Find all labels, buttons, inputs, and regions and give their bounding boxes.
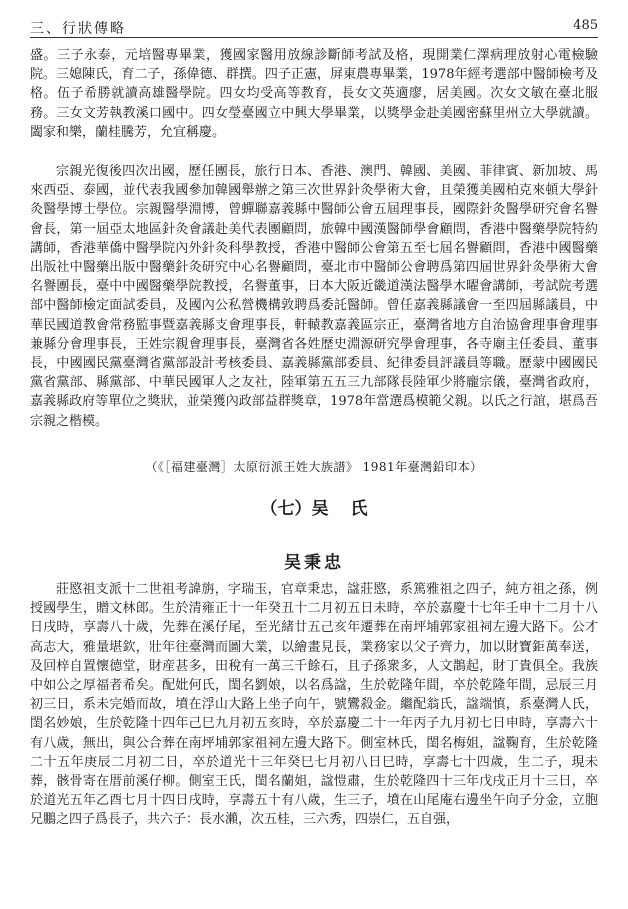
paragraph-family: 盛。三子永泰，元培醫專畢業，獲國家醫用放線診斷師考試及格，現開業仁澤病理放射心電檢驗院。三媳陳氏，育二子，孫偉德、群撰。四子正憲，屏東農專畢業，1978年經考選部中醫師檢考及格。伍子希勝就讀高雄醫學院。四女均受高等教育，長女文英適廖，居美國。次女文敏在臺北服務。三女文芳執教溪口國中。四女瑩臺國立中興大學畢業，以獎學金赴美國密蘇里州立大學就讀。闔家和樂，蘭桂騰芳，允宜稱慶。 [30, 48, 598, 140]
person-title: 吴秉忠 [284, 553, 344, 573]
page-number: 485 [573, 18, 598, 33]
section-title-number: （七）吴 [260, 499, 329, 519]
paragraph-biography: 莊愍祖支派十二世祖考諱旃，字瑞玉，官章秉忠，諡莊愍，系篤雅祖之四子，純方祖之孫，例授國學生，贈文林郎。生於清雍正十一年癸丑十二月初五日未時，卒於嘉慶十七年壬申十二月十八日戌時，享壽八十歲，先葬在溪仔尾，至光緒廿五己亥年遷葬在南坪埔郭家祖祠左邊大路下。公才高志大，雅量堪欽，壯年往臺灣而圖大業，以繪畫見長，業務家以父子齊力，加以財寶鉅萬奉送，及回梓自置懷德堂，財産甚多，田稅有一萬三千餘石，且子孫衆多，人文鵲起，財丁貴俱全。我族中如公之厚福者希矣。配妣何氏，閨名劉娘，以名爲諡，生於乾隆年間，卒於乾隆年間，忌辰三月初三日，系未完婚而故，墳在浮山大路上坐子向午，號鸞殺金。繼配翁氏，諡端慎，系臺灣人氏，閨名妙娘，生於乾隆十四年己巳九月初五亥時，卒於嘉慶二十一年丙子九月初七日申時，享壽六十有八歲，無出，與公合葬在南坪埔郭家祖祠左邊大路下。側室林氏，閨名梅姐，諡鞠育，生於乾隆二十五年庚辰二月初二日，卒於道光十三年癸巳七月初八日巳時，享壽七十四歲，生二子，現未葬，骸骨寄在厝前溪仔柳。側室王氏，閨名蘭姐，諡愷肅，生於乾隆四十三年戊戌正月十三日，卒於道光五年乙酉七月十四日戌時，享壽五十有八歲，生三子，墳在山尾庵右邊坐午向子分金，立胞兄鵬之四子爲長子，共六子：長水瀨，次五桂，三六秀，四崇仁，五自强， [30, 582, 598, 828]
section-title [30, 494, 598, 519]
header-rule [30, 37, 598, 38]
paragraph-career: 宗親光復後四次出國，歷任團長，旅行日本、香港、澳門、韓國、美國、菲律賓、新加坡、馬來西亞、泰國，並代表我國參加韓國舉辦之第三次世界針灸學術大會，且榮獲美國柏克來頓大學針灸醫學博士學位。宗親醫學淵博，曾蟬聯嘉義縣中醫師公會五屆理事長，國際針灸醫學研究會名譽會長，第一屆亞太地區針灸會議赴美代表團顧問，旅韓中國漢醫師學會顧問，香港中醫藥學院特約講師，香港華僑中醫學院內外針灸科學教授，香港中醫師公會第五至七屆名譽顧問，香港中國醫藥出版社中醫藥出版中醫藥針灸研究中心名譽顧問，臺北市中醫師公會聘爲第四屆世界針灸學術大會名譽團長，臺中中國醫藥學院教授，名譽董事，日本大阪近畿道漢法醫學木曜會講師，考試院考選部中醫師檢定面試委員，及國內公私營機構敦聘爲委託醫師。曾任嘉義縣議會一至四屆縣議員，中華民國道教會常務監事暨嘉義縣支會理事長，軒轅教嘉義區宗正，臺灣省地方自治協會理事會理事兼縣分會理事長，王姓宗親會理事長，臺灣省各姓歷史淵源研究學會理事，各寺廟主任委員、董事長，中國國民黨臺灣省黨部設計考核委員、嘉義縣黨部委員、紀律委員評議員等職。歷蒙中國國民黨省黨部、縣黨部、中華民國軍人之友社，陸軍第五五三九部隊長陸軍少將龐宗儀，臺灣省政府，嘉義縣政府等單位之獎狀，並榮獲內政部益群獎章，1978年當選爲模範父親。以氏之行誼，堪爲吾宗親之楷模。 [30, 164, 598, 429]
source-citation: （《［福建臺灣］太原衍派王姓大族譜》 1981年臺灣鉛印本） [145, 460, 483, 474]
chapter-title: 三、行狀傳略 [30, 21, 126, 37]
section-title-surname: 氏 [350, 499, 368, 519]
